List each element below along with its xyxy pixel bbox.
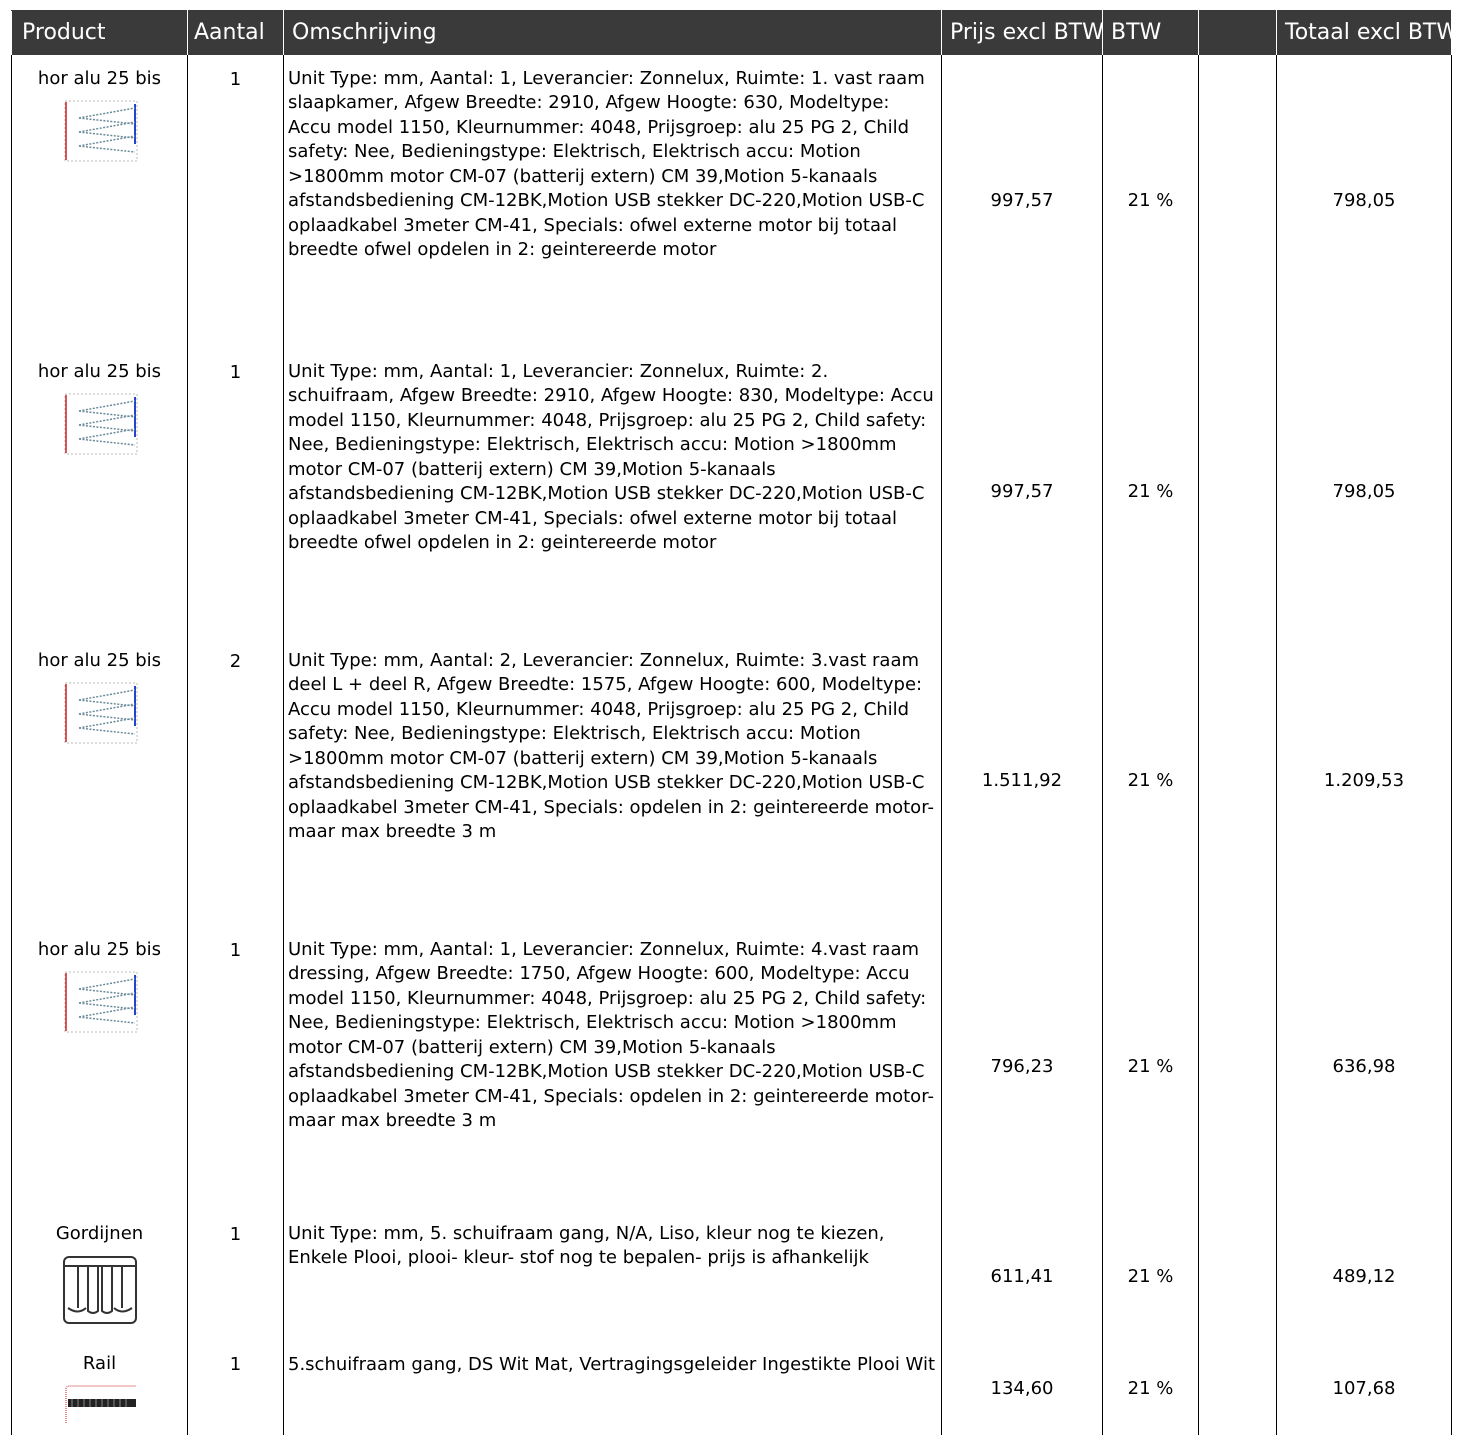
omschrijving-cell: Unit Type: mm, Aantal: 1, Leverancier: Zonnelux, Ruimte: 4.vast raam dressing, Afgew Breedte: 1750, Afgew Hoogte: 600, Modeltype: Accu model 1150, Kleurnummer: 4048, Prijsgroep: alu 25 PG 2, Child safety: Nee, Bedieningstype: Elektrisch, Elektrisch accu: Motion >1800mm motor CM-07 (batterij extern) CM 39,Motion 5-kanaals afstandsbediening CM-12BK,Motion USB stekker DC-220,Motion USB-C oplaadkabel 3meter CM-41, Specials: opdelen in 2: geintereerde motor- maar max breedte 3 m — [284, 926, 942, 1210]
totaal-cell: 489,12 — [1277, 1210, 1452, 1345]
product-cell — [12, 637, 188, 926]
header-empty — [1199, 11, 1277, 55]
header-omschrijving: Omschrijving — [284, 11, 942, 55]
omschrijving-cell: Unit Type: mm, Aantal: 2, Leverancier: Zonnelux, Ruimte: 3.vast raam deel L + deel R, Afgew Breedte: 1575, Afgew Hoogte: 600, Modeltype: Accu model 1150, Kleurnummer: 4048, Prijsgroep: alu 25 PG 2, Child safety: Nee, Bedieningstype: Elektrisch, Elektrisch accu: Motion >1800mm motor CM-07 (batterij extern) CM 39,Motion 5-kanaals afstandsbediening CM-12BK,Motion USB stekker DC-220,Motion USB-C oplaadkabel 3meter CM-41, Specials: opdelen in 2: geintereerde motor- maar max breedte 3 m — [284, 637, 942, 926]
table-row — [12, 637, 1452, 926]
empty-cell — [1199, 1345, 1277, 1435]
totaal-cell: 798,05 — [1277, 348, 1452, 637]
btw-cell: 21 % — [1103, 637, 1199, 926]
aantal-cell: 1 — [188, 1345, 284, 1435]
totaal-cell: 798,05 — [1277, 55, 1452, 348]
product-name: Rail — [82, 1352, 117, 1374]
prijs-cell: 997,57 — [942, 55, 1103, 348]
product-name: hor alu 25 bis — [37, 67, 162, 89]
product-name: hor alu 25 bis — [37, 649, 162, 671]
aantal-cell: 2 — [188, 637, 284, 926]
omschrijving-cell: Unit Type: mm, Aantal: 1, Leverancier: Zonnelux, Ruimte: 2. schuifraam, Afgew Breedte: 2910, Afgew Hoogte: 830, Modeltype: Accu model 1150, Kleurnummer: 4048, Prijsgroep: alu 25 PG 2, Child safety: Nee, Bedieningstype: Elektrisch, Elektrisch accu: Motion >1800mm motor CM-07 (batterij extern) CM 39,Motion 5-kanaals afstandsbediening CM-12BK,Motion USB stekker DC-220,Motion USB-C oplaadkabel 3meter CM-41, Specials: ofwel externe motor bij totaal breedte ofwel opdelen in 2: geintereerde motor — [284, 348, 942, 637]
header-product: Product — [12, 11, 188, 55]
empty-cell — [1199, 55, 1277, 348]
venetian-blind-icon — [61, 98, 139, 164]
header-aantal: Aantal — [188, 11, 284, 55]
empty-cell — [1199, 348, 1277, 637]
btw-cell: 21 % — [1103, 1345, 1199, 1435]
table-row — [12, 55, 1452, 348]
table-row — [12, 926, 1452, 1210]
curtain-rail-icon — [60, 1383, 140, 1429]
totaal-cell: 636,98 — [1277, 926, 1452, 1210]
table-row — [12, 348, 1452, 637]
product-cell — [12, 926, 188, 1210]
btw-cell: 21 % — [1103, 55, 1199, 348]
totaal-cell: 1.209,53 — [1277, 637, 1452, 926]
btw-cell: 21 % — [1103, 1210, 1199, 1345]
omschrijving-cell: 5.schuifraam gang, DS Wit Mat, Vertragingsgeleider Ingestikte Plooi Wit — [284, 1345, 942, 1435]
product-cell — [12, 1210, 188, 1345]
empty-cell — [1199, 1210, 1277, 1345]
aantal-cell: 1 — [188, 1210, 284, 1345]
prijs-cell: 611,41 — [942, 1210, 1103, 1345]
aantal-cell: 1 — [188, 926, 284, 1210]
table-header-row — [12, 11, 1452, 55]
prijs-cell: 796,23 — [942, 926, 1103, 1210]
empty-cell — [1199, 637, 1277, 926]
omschrijving-cell: Unit Type: mm, Aantal: 1, Leverancier: Zonnelux, Ruimte: 1. vast raam slaapkamer, Afgew Breedte: 2910, Afgew Hoogte: 630, Modeltype: Accu model 1150, Kleurnummer: 4048, Prijsgroep: alu 25 PG 2, Child safety: Nee, Bedieningstype: Elektrisch, Elektrisch accu: Motion >1800mm motor CM-07 (batterij extern) CM 39,Motion 5-kanaals afstandsbediening CM-12BK,Motion USB stekker DC-220,Motion USB-C oplaadkabel 3meter CM-41, Specials: ofwel externe motor bij totaal breedte ofwel opdelen in 2: geintereerde motor — [284, 55, 942, 348]
product-name: hor alu 25 bis — [37, 938, 162, 960]
empty-cell — [1199, 926, 1277, 1210]
btw-cell: 21 % — [1103, 348, 1199, 637]
curtain-icon — [60, 1253, 140, 1327]
product-cell — [12, 55, 188, 348]
table-row — [12, 1210, 1452, 1345]
header-btw: BTW — [1103, 11, 1199, 55]
prijs-cell: 997,57 — [942, 348, 1103, 637]
venetian-blind-icon — [61, 680, 139, 746]
product-name: Gordijnen — [55, 1222, 144, 1244]
venetian-blind-icon — [61, 391, 139, 457]
table-row — [12, 1345, 1452, 1435]
aantal-cell: 1 — [188, 55, 284, 348]
prijs-cell: 134,60 — [942, 1345, 1103, 1435]
header-prijs: Prijs excl BTW — [942, 11, 1103, 55]
header-totaal: Totaal excl BTW — [1277, 11, 1452, 55]
totaal-cell: 107,68 — [1277, 1345, 1452, 1435]
product-cell — [12, 1345, 188, 1435]
venetian-blind-icon — [61, 969, 139, 1035]
product-name: hor alu 25 bis — [37, 360, 162, 382]
omschrijving-cell: Unit Type: mm, 5. schuifraam gang, N/A, Liso, kleur nog te kiezen, Enkele Plooi, plooi- kleur- stof nog te bepalen- prijs is afhankelijk — [284, 1210, 942, 1345]
prijs-cell: 1.511,92 — [942, 637, 1103, 926]
order-lines-table — [11, 10, 1458, 1435]
product-cell — [12, 348, 188, 637]
aantal-cell: 1 — [188, 348, 284, 637]
btw-cell: 21 % — [1103, 926, 1199, 1210]
